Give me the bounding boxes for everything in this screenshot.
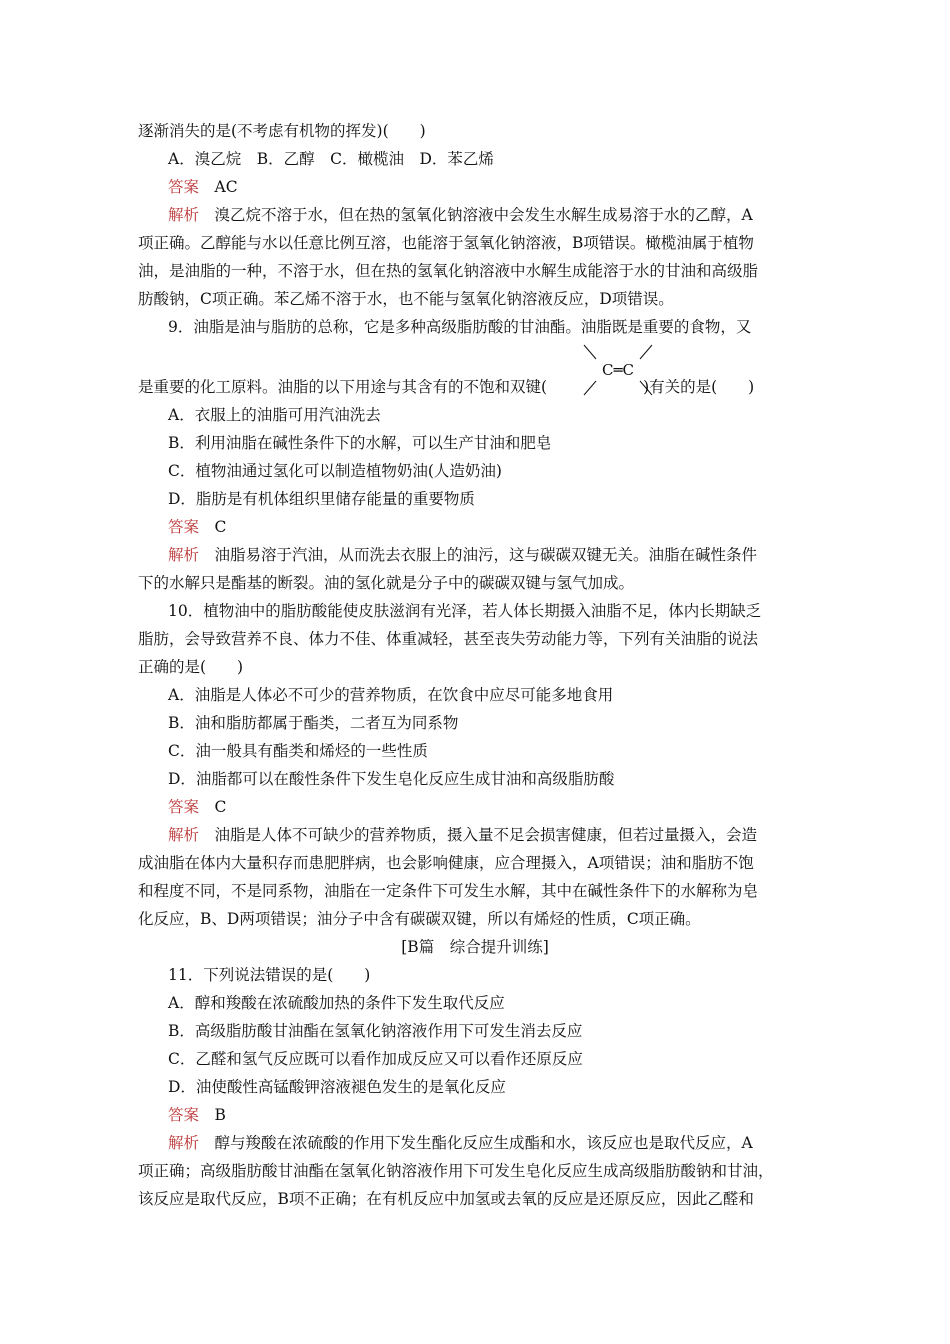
question-10-option-a: A．油脂是人体必不可少的营养物质，在饮食中应尽可能多地食用 (168, 686, 614, 704)
question-9-line-2 (138, 376, 818, 398)
explanation-8-line-3: 油，是油脂的一种，不溶于水，但在热的氢氧化钠溶液中水解生成能溶于水的甘油和高级脂 (138, 262, 759, 280)
explanation-text: 溴乙烷不溶于水，但在热的氢氧化钠溶液中会发生水解生成易溶于水的乙醇，A (214, 206, 753, 224)
cc-bond-label: C═C (602, 361, 634, 379)
question-9-line-1: 9．油脂是油与脂肪的总称，它是多种高级脂肪酸的甘油酯。油脂既是重要的食物，又 (168, 318, 752, 336)
question-10-line-1: 10．植物油中的脂肪酸能使皮肤滋润有光泽，若人体长期摄入油脂不足，体内长期缺乏 (168, 602, 762, 620)
question-11-option-c: C．乙醛和氢气反应既可以看作加成反应又可以看作还原反应 (168, 1050, 583, 1068)
question-10-option-d: D．油脂都可以在酸性条件下发生皂化反应生成甘油和高级脂肪酸 (168, 770, 615, 788)
explanation-9-line-1 (168, 544, 848, 566)
question-9-option-d: D．脂肪是有机体组织里储存能量的重要物质 (168, 490, 475, 508)
explanation-10-line-2: 成油脂在体内大量积存而患肥胖病，也会影响健康，应合理摄入，A项错误；油和脂肪不饱 (138, 854, 754, 872)
explanation-text: 油脂易溶于汽油，从而洗去衣服上的油污，这与碳碳双键无关。油脂在碱性条件 (214, 546, 758, 564)
explanation-9-line-2: 下的水解只是酯基的断裂。油的氢化就是分子中的碳碳双键与氢气加成。 (138, 574, 635, 592)
answer-9 (168, 516, 848, 538)
explanation-11-line-3: 该反应是取代反应，B项不正确；在有机反应中加氢或去氧的反应是还原反应，因此乙醛和 (138, 1190, 754, 1208)
question-8-stem-end: 逐渐消失的是(不考虑有机物的挥发)( ) (138, 122, 426, 140)
question-9-text-a: 是重要的化工原料。油脂的以下用途与其含有的不饱和双键( (138, 378, 548, 396)
question-9-option-c: C．植物油通过氢化可以制造植物奶油(人造奶油) (168, 462, 502, 480)
question-11-stem: 11．下列说法错误的是( ) (168, 966, 371, 984)
question-9-option-a: A．衣服上的油脂可用汽油洗去 (168, 406, 381, 424)
answer-label: 答案 (168, 1106, 200, 1124)
question-10-line-3: 正确的是( ) (138, 658, 244, 676)
question-10-option-b: B．油和脂肪都属于酯类，二者互为同系物 (168, 714, 459, 732)
explanation-text: 醇与羧酸在浓硫酸的作用下发生酯化反应生成酯和水，该反应也是取代反应，A (214, 1134, 753, 1152)
carbon-carbon-double-bond-structure (578, 341, 658, 399)
explanation-10-line-4: 化反应，B、D两项错误；油分子中含有碳碳双键，所以有烯烃的性质，C项正确。 (138, 910, 701, 928)
answer-label: 答案 (168, 518, 200, 536)
explanation-10-line-1 (168, 824, 848, 846)
question-10-option-c: C．油一般具有酯类和烯烃的一些性质 (168, 742, 428, 760)
explanation-label: 解析 (168, 826, 200, 844)
answer-value: B (214, 1106, 226, 1124)
question-10-line-2: 脂肪，会导致营养不良、体力不佳、体重减轻，甚至丧失劳动能力等，下列有关油脂的说法 (138, 630, 759, 648)
answer-value: C (214, 798, 227, 816)
answer-value: C (214, 518, 227, 536)
explanation-10-line-3: 和程度不同，不是同系物，油脂在一定条件下可发生水解，其中在碱性条件下的水解称为皂 (138, 882, 759, 900)
explanation-11-line-2: 项正确；高级脂肪酸甘油酯在氢氧化钠溶液作用下可发生皂化反应生成高级脂肪酸钠和甘油， (138, 1162, 774, 1180)
section-heading-b: [B篇 综合提升训练] (401, 938, 549, 956)
question-8-options: A．溴乙烷 B．乙醇 C．橄榄油 D．苯乙烯 (168, 150, 494, 168)
explanation-label: 解析 (168, 546, 200, 564)
answer-10 (168, 796, 848, 818)
explanation-8-line-2: 项正确。乙醇能与水以任意比例互溶，也能溶于氢氧化钠溶液，B项错误。橄榄油属于植物 (138, 234, 754, 252)
explanation-label: 解析 (168, 206, 200, 224)
question-11-option-d: D．油使酸性高锰酸钾溶液褪色发生的是氧化反应 (168, 1078, 506, 1096)
question-11-option-b: B．高级脂肪酸甘油酯在氢氧化钠溶液作用下可发生消去反应 (168, 1022, 583, 1040)
question-9-text-b: )有关的是( ) (643, 378, 755, 396)
question-9-option-b: B．利用油脂在碱性条件下的水解，可以生产甘油和肥皂 (168, 434, 552, 452)
answer-value: AC (214, 178, 238, 196)
answer-8 (168, 176, 848, 198)
explanation-label: 解析 (168, 1134, 200, 1152)
explanation-text: 油脂是人体不可缺少的营养物质，摄入量不足会损害健康，但若过量摄入，会造 (214, 826, 758, 844)
explanation-11-line-1 (168, 1132, 848, 1154)
explanation-8-line-1 (168, 204, 848, 226)
explanation-8-line-4: 肪酸钠，C项正确。苯乙烯不溶于水，也不能与氢氧化钠溶液反应，D项错误。 (138, 290, 674, 308)
answer-label: 答案 (168, 178, 200, 196)
answer-label: 答案 (168, 798, 200, 816)
answer-11 (168, 1104, 848, 1126)
question-11-option-a: A．醇和羧酸在浓硫酸加热的条件下发生取代反应 (168, 994, 505, 1012)
